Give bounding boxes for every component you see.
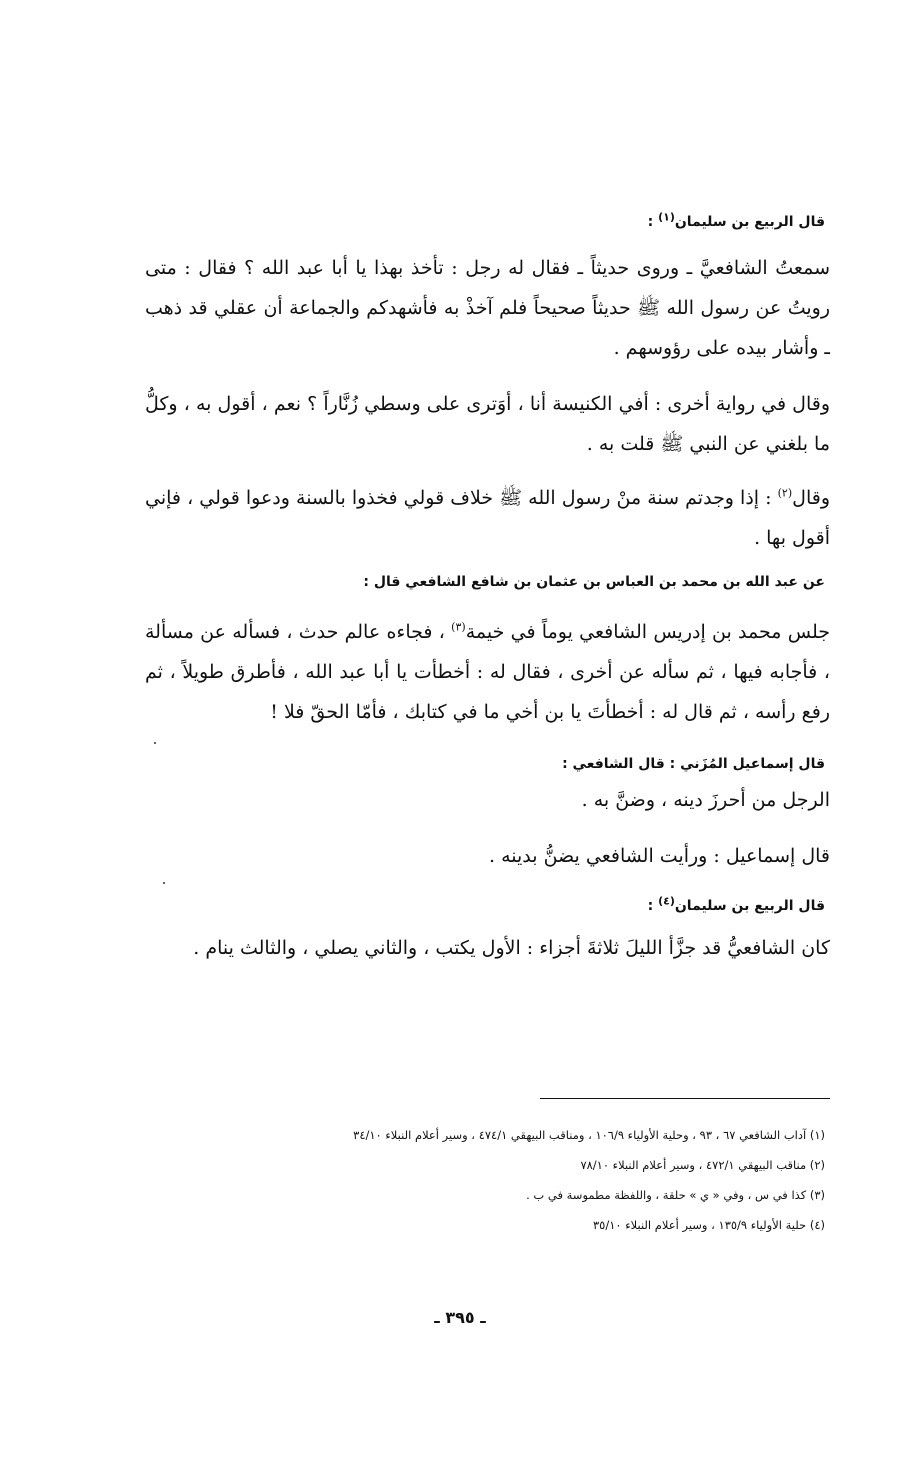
footnote-ref: (٤) [658, 894, 675, 908]
footnote: (٣) كذا في س ، وفي « ي » حلقة ، واللفظة مطموسة في ب . [526, 1188, 825, 1202]
footnote-ref: (٢) [777, 486, 793, 500]
paragraph [145, 478, 830, 558]
paragraph-text: وقال [792, 487, 830, 509]
paragraph: كان الشافعيُّ قد جزَّأ الليلَ ثلاثةَ أجزاء : الأول يكتب ، والثاني يصلي ، والثالث ينام . [193, 937, 830, 959]
paragraph [145, 612, 830, 732]
heading-text: قال الربيع بن سليمان [674, 214, 825, 230]
page-number: ـ ٣٩٥ ـ [434, 1308, 486, 1327]
footnote-ref: (٣) [451, 620, 466, 634]
scan-speck [154, 742, 156, 744]
paragraph: وقال في رواية أخرى : أفي الكنيسة أنا ، أوَترى على وسطي زُنَّاراً ؟ نعم ، أقول به ، وكلُّ ما بلغني عن النبي ﷺ قلت به . [145, 393, 830, 455]
section-heading: عن عبد الله بن محمد بن العباس بن عثمان بن شافع الشافعي قال : [363, 574, 825, 590]
paragraph-text: ، فجاءه عالم حدث ، فسأله عن مسألة ، فأجابه فيها ، ثم سأله عن أخرى ، فقال له : أخطأت يا أبا عبد الله ، فأطرق طويلاً ، ثم رفع رأسه ، ثم قال له : أخطأتَ يا بن أخي ما في كتابك ، فأمّا الحقّ فلا ! [145, 621, 830, 723]
text-line: قال إسماعيل : ورأيت الشافعي يضنُّ بدينه . [489, 845, 830, 867]
heading-text: قال الربيع بن سليمان [674, 898, 825, 914]
footnote: (١) آداب الشافعي ٦٧ ، ٩٣ ، وحلية الأولياء ١٠٦/٩ ، ومناقب البيهقي ٤٧٤/١ ، وسير أعلام النبلاء ٣٤/١٠ [353, 1128, 825, 1142]
paragraph-text: جلس محمد بن إدريس الشافعي يوماً في خيمة [465, 621, 830, 643]
heading-colon: : [647, 214, 659, 230]
section-heading [105, 210, 825, 230]
footnote: (٢) مناقب البيهقي ٤٧٢/١ ، وسير أعلام النبلاء ٧٨/١٠ [580, 1158, 825, 1172]
heading-colon: : [647, 898, 659, 914]
paragraph: سمعتُ الشافعيَّ ـ وروى حديثاً ـ فقال له رجل : تأخذ بهذا يا أبا عبد الله ؟ فقال : متى رويتُ عن رسول الله ﷺ حديثاً صحيحاً فلم آخذْ به فأشهدكم والجماعة أن عقلي قد ذهب ـ وأشار بيده على رؤوسهم . [145, 257, 830, 359]
footnote-separator [540, 1098, 830, 1099]
section-heading [105, 894, 825, 914]
text-line: الرجل من أحرزَ دينه ، وضنَّ به . [581, 789, 830, 811]
section-heading: قال إسماعيل المُزَني : قال الشافعي : [562, 756, 825, 772]
paragraph-text: : إذا وجدتم سنة منْ رسول الله ﷺ خلاف قولي فخذوا بالسنة ودعوا قولي ، فإني أقول بها . [145, 487, 830, 549]
footnote-ref: (١) [658, 210, 675, 224]
scan-speck [163, 882, 165, 884]
footnote: (٤) حلية الأولياء ١٣٥/٩ ، وسير أعلام النبلاء ٣٥/١٠ [592, 1218, 825, 1232]
